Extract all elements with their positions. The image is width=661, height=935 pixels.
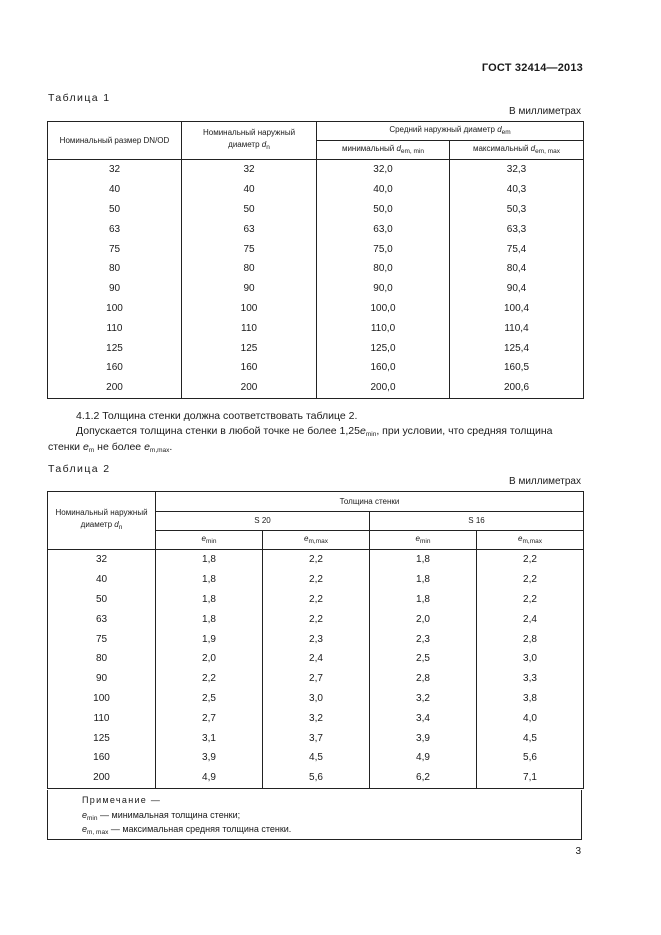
t1-cell: 90,4 bbox=[450, 279, 584, 299]
t2-cell: 2,2 bbox=[263, 550, 370, 570]
t2-cell: 2,2 bbox=[263, 609, 370, 629]
t1-cell: 80 bbox=[48, 259, 182, 279]
t2-cell: 5,6 bbox=[263, 768, 370, 788]
t1-cell: 160 bbox=[48, 358, 182, 378]
t2-header-s16-emax: $e_{m,max}$ bbox=[477, 531, 584, 550]
note-line-emax: $e_{m, max}$ — максимальная средняя толщина стенки. bbox=[82, 824, 292, 836]
t1-cell: 110,4 bbox=[450, 318, 584, 338]
t2-cell: 100 bbox=[48, 689, 156, 709]
t2-cell: 1,8 bbox=[370, 550, 477, 570]
t1-cell: 75,0 bbox=[317, 239, 450, 259]
t2-row bbox=[48, 609, 584, 629]
t2-cell: 3,2 bbox=[370, 689, 477, 709]
t2-row bbox=[48, 649, 584, 669]
t1-row bbox=[48, 219, 584, 239]
t1-cell: 40,0 bbox=[317, 180, 450, 200]
t2-cell: 3,2 bbox=[263, 708, 370, 728]
t2-cell: 2,2 bbox=[156, 669, 263, 689]
paragraph-mean-thickness: стенки $e_m$ не более $e_{m,max}$. bbox=[48, 441, 173, 454]
t2-cell: 2,8 bbox=[370, 669, 477, 689]
t2-row bbox=[48, 768, 584, 788]
t2-cell: 2,8 bbox=[477, 629, 584, 649]
t1-cell: 63 bbox=[182, 219, 317, 239]
t1-row bbox=[48, 378, 584, 398]
t2-cell: 2,2 bbox=[263, 570, 370, 590]
t1-cell: 110,0 bbox=[317, 318, 450, 338]
t2-cell: 2,0 bbox=[156, 649, 263, 669]
t2-cell: 2,5 bbox=[156, 689, 263, 709]
t1-cell: 75 bbox=[182, 239, 317, 259]
t1-cell: 75,4 bbox=[450, 239, 584, 259]
t1-row bbox=[48, 180, 584, 200]
t2-cell: 2,2 bbox=[477, 550, 584, 570]
t1-cell: 90 bbox=[182, 279, 317, 299]
t1-cell: 50 bbox=[182, 200, 317, 220]
t2-header-s20-emax: $e_{m,max}$ bbox=[263, 531, 370, 550]
paragraph-4-1-2: 4.1.2 Толщина стенки должна соответствовать таблице 2. bbox=[76, 410, 358, 422]
table2-note bbox=[47, 790, 582, 840]
t1-cell: 40 bbox=[182, 180, 317, 200]
t2-cell: 2,7 bbox=[156, 708, 263, 728]
t2-cell: 2,2 bbox=[477, 570, 584, 590]
t2-row bbox=[48, 550, 584, 570]
t1-cell: 200 bbox=[48, 378, 182, 398]
t2-cell: 5,6 bbox=[477, 748, 584, 768]
t2-cell: 50 bbox=[48, 590, 156, 610]
t2-header-s20-emin: $e_{min}$ bbox=[156, 531, 263, 550]
t2-cell: 4,9 bbox=[156, 768, 263, 788]
table1-units: В миллиметрах bbox=[509, 106, 581, 117]
t1-row bbox=[48, 279, 584, 299]
t2-cell: 1,9 bbox=[156, 629, 263, 649]
t1-cell: 200,0 bbox=[317, 378, 450, 398]
t2-cell: 6,2 bbox=[370, 768, 477, 788]
t2-cell: 63 bbox=[48, 609, 156, 629]
t1-row bbox=[48, 239, 584, 259]
t2-cell: 2,7 bbox=[263, 669, 370, 689]
t2-cell: 3,8 bbox=[477, 689, 584, 709]
t1-body bbox=[48, 160, 584, 399]
t2-row bbox=[48, 669, 584, 689]
t2-body bbox=[48, 550, 584, 789]
t1-cell: 80,0 bbox=[317, 259, 450, 279]
t1-cell: 32 bbox=[48, 160, 182, 180]
t1-cell: 100 bbox=[48, 299, 182, 319]
t1-row bbox=[48, 318, 584, 338]
t1-header-outer-diameter: Номинальный наружный диаметр $d_n$ bbox=[182, 122, 317, 160]
t1-header-max: максимальный $d_{em, max}$ bbox=[450, 141, 584, 160]
t2-cell: 4,5 bbox=[477, 728, 584, 748]
t1-cell: 40 bbox=[48, 180, 182, 200]
t2-header-s20: S 20 bbox=[156, 512, 370, 531]
t1-cell: 80 bbox=[182, 259, 317, 279]
t2-cell: 110 bbox=[48, 708, 156, 728]
t1-row bbox=[48, 358, 584, 378]
t2-cell: 2,0 bbox=[370, 609, 477, 629]
t1-cell: 125,0 bbox=[317, 338, 450, 358]
t2-cell: 40 bbox=[48, 570, 156, 590]
t2-cell: 75 bbox=[48, 629, 156, 649]
t2-row bbox=[48, 748, 584, 768]
t2-cell: 3,1 bbox=[156, 728, 263, 748]
t2-cell: 1,8 bbox=[156, 609, 263, 629]
t2-cell: 3,4 bbox=[370, 708, 477, 728]
t2-cell: 2,2 bbox=[263, 590, 370, 610]
t2-cell: 1,8 bbox=[156, 550, 263, 570]
t2-cell: 3,0 bbox=[477, 649, 584, 669]
t1-cell: 50,3 bbox=[450, 200, 584, 220]
t1-row bbox=[48, 160, 584, 180]
t2-row bbox=[48, 708, 584, 728]
t1-row bbox=[48, 200, 584, 220]
t1-row bbox=[48, 299, 584, 319]
t1-cell: 110 bbox=[48, 318, 182, 338]
table2 bbox=[47, 491, 584, 789]
note-title: Примечание — bbox=[82, 795, 162, 805]
t2-cell: 1,8 bbox=[370, 590, 477, 610]
t2-cell: 32 bbox=[48, 550, 156, 570]
t2-cell: 3,9 bbox=[156, 748, 263, 768]
note-line-emin: $e_{min}$ — минимальная толщина стенки; bbox=[82, 810, 241, 822]
t2-cell: 200 bbox=[48, 768, 156, 788]
t1-cell: 50,0 bbox=[317, 200, 450, 220]
t2-cell: 2,3 bbox=[263, 629, 370, 649]
t2-row bbox=[48, 629, 584, 649]
table2-caption: Таблица 2 bbox=[48, 463, 111, 475]
t1-cell: 110 bbox=[182, 318, 317, 338]
t1-cell: 160,0 bbox=[317, 358, 450, 378]
t2-cell: 2,3 bbox=[370, 629, 477, 649]
t2-row bbox=[48, 590, 584, 610]
t1-cell: 200 bbox=[182, 378, 317, 398]
t1-header-size: Номинальный размер DN/OD bbox=[48, 122, 182, 160]
t2-header-s16: S 16 bbox=[370, 512, 584, 531]
t1-cell: 160,5 bbox=[450, 358, 584, 378]
t2-cell: 4,9 bbox=[370, 748, 477, 768]
t2-cell: 4,5 bbox=[263, 748, 370, 768]
t1-cell: 63 bbox=[48, 219, 182, 239]
t1-cell: 125 bbox=[182, 338, 317, 358]
t1-cell: 125,4 bbox=[450, 338, 584, 358]
t1-cell: 100 bbox=[182, 299, 317, 319]
t1-cell: 75 bbox=[48, 239, 182, 259]
t2-cell: 1,8 bbox=[156, 590, 263, 610]
t2-row bbox=[48, 689, 584, 709]
paragraph-tolerance: Допускается толщина стенки в любой точке не более $1,25e_{min}$, при условии, что средняя толщина bbox=[76, 425, 553, 438]
t2-cell: 3,0 bbox=[263, 689, 370, 709]
t1-header-min: минимальный $d_{em, min}$ bbox=[317, 141, 450, 160]
t2-row bbox=[48, 728, 584, 748]
t1-cell: 90,0 bbox=[317, 279, 450, 299]
t2-header-wall-thickness: Толщина стенки bbox=[156, 492, 584, 512]
t1-cell: 160 bbox=[182, 358, 317, 378]
t2-cell: 125 bbox=[48, 728, 156, 748]
t2-cell: 160 bbox=[48, 748, 156, 768]
t2-cell: 4,0 bbox=[477, 708, 584, 728]
t1-cell: 90 bbox=[48, 279, 182, 299]
t2-cell: 90 bbox=[48, 669, 156, 689]
t2-header-outer-diameter: Номинальный наружный диаметр $d_n$ bbox=[48, 492, 156, 550]
t2-cell: 80 bbox=[48, 649, 156, 669]
t1-cell: 200,6 bbox=[450, 378, 584, 398]
t1-cell: 80,4 bbox=[450, 259, 584, 279]
t1-cell: 32,0 bbox=[317, 160, 450, 180]
t1-cell: 125 bbox=[48, 338, 182, 358]
page-number: 3 bbox=[575, 846, 581, 857]
t1-row bbox=[48, 259, 584, 279]
t2-cell: 3,3 bbox=[477, 669, 584, 689]
t1-cell: 32 bbox=[182, 160, 317, 180]
t2-cell: 3,7 bbox=[263, 728, 370, 748]
t2-cell: 1,8 bbox=[370, 570, 477, 590]
t1-cell: 32,3 bbox=[450, 160, 584, 180]
t1-cell: 40,3 bbox=[450, 180, 584, 200]
t2-cell: 2,4 bbox=[477, 609, 584, 629]
t2-cell: 7,1 bbox=[477, 768, 584, 788]
t1-cell: 50 bbox=[48, 200, 182, 220]
t2-cell: 2,4 bbox=[263, 649, 370, 669]
table1-caption: Таблица 1 bbox=[48, 92, 111, 104]
t2-cell: 1,8 bbox=[156, 570, 263, 590]
t2-cell: 2,2 bbox=[477, 590, 584, 610]
table2-units: В миллиметрах bbox=[509, 476, 581, 487]
t2-header-s16-emin: $e_{min}$ bbox=[370, 531, 477, 550]
document-id: ГОСТ 32414—2013 bbox=[481, 62, 583, 74]
t1-cell: 100,0 bbox=[317, 299, 450, 319]
t2-cell: 2,5 bbox=[370, 649, 477, 669]
t1-cell: 63,0 bbox=[317, 219, 450, 239]
t2-row bbox=[48, 570, 584, 590]
t1-header-mean-diameter: Средний наружный диаметр $d_{em}$ bbox=[317, 122, 584, 141]
t2-cell: 3,9 bbox=[370, 728, 477, 748]
t1-cell: 63,3 bbox=[450, 219, 584, 239]
t1-cell: 100,4 bbox=[450, 299, 584, 319]
table1 bbox=[47, 121, 584, 399]
t1-row bbox=[48, 338, 584, 358]
